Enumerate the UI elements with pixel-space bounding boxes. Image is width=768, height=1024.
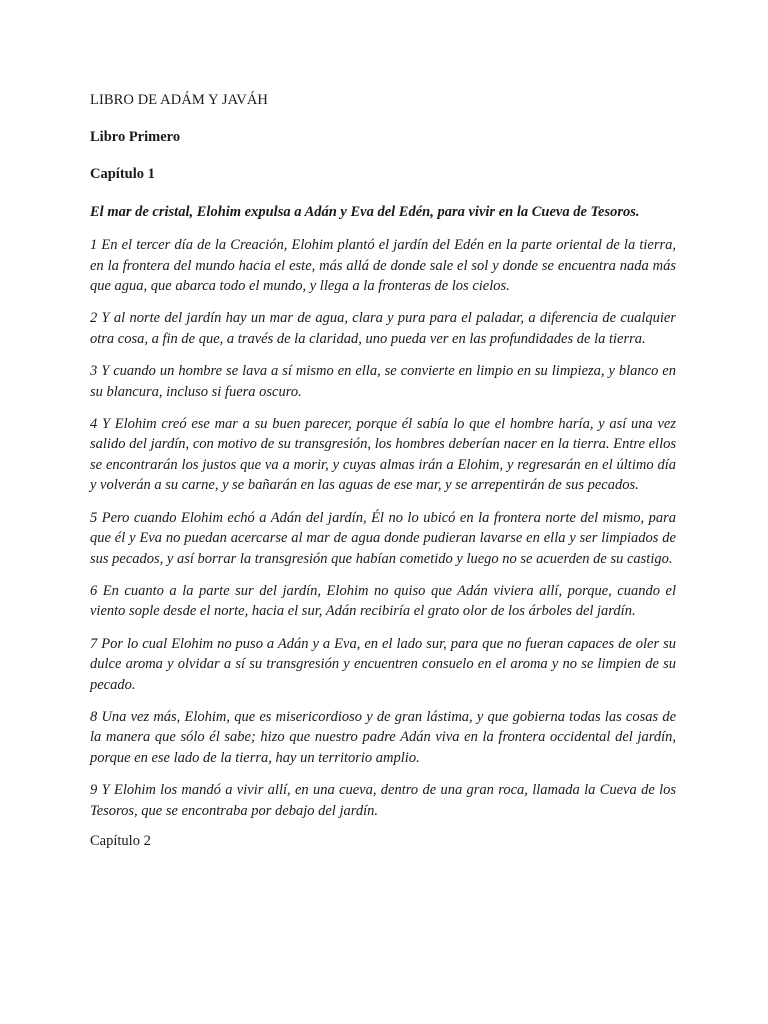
verse-4: 4 Y Elohim creó ese mar a su buen parecer, porque él sabía lo que el hombre haría, y así una vez salido del jardín, con motivo de su transgresión, los hombres deberían nacer en la tierra. Entre ellos se encontrarán los justos que va a morir, y cuyas almas irán a Elohim, y regresarán en el último día y volverán a su carne, y se bañarán en las aguas de ese mar, y se arrepentirán de sus pecados. <box>90 415 676 494</box>
verse-8: 8 Una vez más, Elohim, que es misericordioso y de gran lástima, y que gobierna todas las cosas de la manera que sólo él sabe; hizo que nuestro padre Adán viva en la frontera occidental del jardín, porque en ese lado de la tierra, hay un territorio amplio. <box>90 708 676 766</box>
chapter-heading: Capítulo 1 <box>90 166 155 182</box>
verse-3: 3 Y cuando un hombre se lava a sí mismo en ella, se convierte en limpio en su limpieza, y blanco en su blancura, incluso si fuera oscuro. <box>90 362 676 400</box>
verse-6: 6 En cuanto a la parte sur del jardín, Elohim no quiso que Adán viviera allí, porque, cuando el viento sople desde el norte, hacia el sur, Adán recibiría el grato olor de los árboles del jardín. <box>90 582 676 620</box>
verse-9: 9 Y Elohim los mandó a vivir allí, en una cueva, dentro de una gran roca, llamada la Cueva de los Tesoros, que se encontraba por debajo del jardín. <box>90 782 676 819</box>
document-title: LIBRO DE ADÁM Y JAVÁH <box>90 92 268 108</box>
verse-7: 7 Por lo cual Elohim no puso a Adán y a Eva, en el lado sur, para que no fueran capaces de oler su dulce aroma y olvidar a sí su transgresión y encuentren consuelo en el aroma y no se limpien de su pecado. <box>90 635 676 693</box>
verse-1: 1 En el tercer día de la Creación, Elohim plantó el jardín del Edén en la parte oriental de la tierra, en la frontera del mundo hacia el este, más allá de donde sale el sol y donde se encuentra nada más que agua, que abarca todo el mundo, y llega a la fronteras de los cielos. <box>90 237 676 295</box>
chapter-summary: El mar de cristal, Elohim expulsa a Adán y Eva del Edén, para vivir en la Cueva de Tesoros. <box>90 204 640 220</box>
verse-5: 5 Pero cuando Elohim echó a Adán del jardín, Él no lo ubicó en la frontera norte del mismo, para que él y Eva no puedan acercarse al mar de agua donde pudieran lavarse en ella y ser limpiados de sus pecados, y así borrar la transgresión que habían cometido y luego no se acuerden de su castigo. <box>90 509 676 567</box>
document-page <box>90 92 676 850</box>
book-heading: Libro Primero <box>90 129 181 145</box>
verse-2: 2 Y al norte del jardín hay un mar de agua, clara y pura para el paladar, a diferencia de cualquier otra cosa, a fin de que, a través de la claridad, uno pueda ver en las profundidades de la tierra. <box>90 310 676 347</box>
next-chapter-heading: Capítulo 2 <box>90 832 151 849</box>
